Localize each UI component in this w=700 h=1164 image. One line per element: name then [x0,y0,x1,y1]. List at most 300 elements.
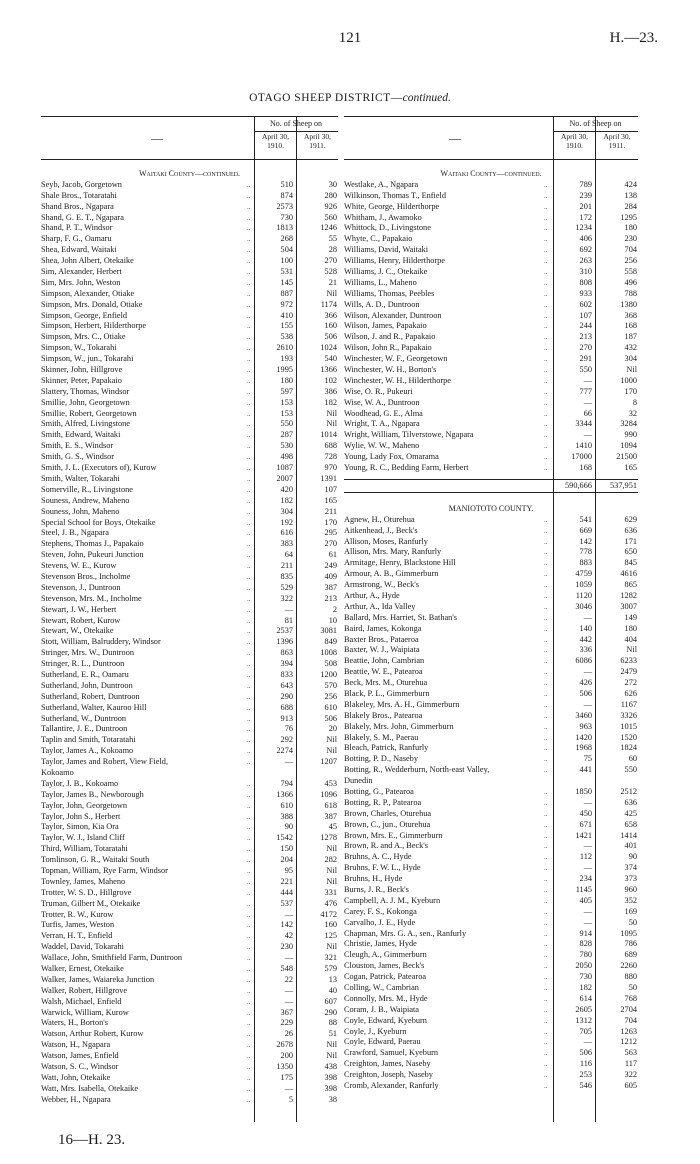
sheep-1911: 387 [324,582,337,592]
entry-name: Wills, A. D., Duntroon [344,299,420,309]
sheep-1910: 643 [280,680,293,690]
sheep-1910: 153 [280,397,293,407]
entry-name: Carvalho, J. E., Hyde [344,917,416,927]
sheep-1910: 730 [280,212,293,222]
entry-name: Wylie, W. W., Maheno [344,441,420,451]
entry-name: Cogan, Patrick, Patearoa [344,972,427,982]
sheep-1910: — [284,604,293,614]
entry-name: Winchester, W. H., Hilderthorpe [344,375,451,385]
entry-name: Armitage, Henry, Blackstone Hill [344,558,456,568]
sheep-1911: 21500 [616,452,637,462]
leader-dots: .. [544,537,548,546]
leader-dots: .. [544,570,548,579]
entry-name: Sim, Alexander, Herbert [41,267,122,277]
table-row [344,831,638,842]
sheep-1910: 426 [579,678,592,688]
table-row [344,430,638,441]
sheep-1911: 845 [624,558,637,568]
table-row [41,855,338,866]
leader-dots: .. [247,616,251,625]
leader-dots: .. [247,213,251,222]
leader-dots: .. [247,507,251,516]
entry-name: Sutherland, John, Duntroon [41,680,133,690]
sheep-1911: 180 [624,623,637,633]
entry-name: Taylor, James A., Kokoamo [41,746,134,756]
sheep-1910: 550 [579,365,592,375]
sheep-1910: 168 [579,463,592,473]
sheep-1910: 610 [280,800,293,810]
table-row [344,907,638,918]
sheep-1911: 990 [624,430,637,440]
sheep-1911: 1212 [620,1037,637,1047]
entry-name: Truman, Gilbert M., Otekaike [41,898,141,908]
entry-name: Sutherland, Walter, Kauroo Hill [41,702,147,712]
sheep-1910: 291 [579,354,592,364]
entry-name: Smith, J. L. (Executors of), Kurow [41,463,157,473]
table-row [344,300,638,311]
sheep-1910: 614 [579,993,592,1003]
sheep-1910: 863 [280,648,293,658]
table-row [344,994,638,1005]
sheep-1911: 1167 [620,699,637,709]
leader-dots: .. [247,670,251,679]
sheep-1911: 1263 [620,1026,637,1036]
leader-dots: .. [544,420,548,429]
entry-name: Williams, Henry, Hilderthorpe [344,256,445,266]
sheep-1910: 1234 [575,223,592,233]
sheep-1911: 432 [624,343,637,353]
entry-name: Simpson, Mrs. C., Otiake [41,332,126,342]
sheep-1911: 1414 [620,830,637,840]
table-row [41,376,338,387]
table-row [41,518,338,529]
table-row [344,961,638,972]
sheep-1911: 506 [324,713,337,723]
leader-dots: .. [544,886,548,894]
leader-dots: .. [247,202,251,211]
sheep-1911: 401 [624,841,637,851]
sheep-1911: Nil [326,942,337,952]
entry-name: Stevenson Bros., Incholme [41,571,131,581]
leader-dots: .. [247,834,251,843]
table-row [344,515,638,526]
sheep-1911: 90 [628,852,637,862]
sheep-1910: 26 [284,1029,293,1039]
sheep-1911: 880 [624,972,637,982]
sheep-1911: 1174 [320,299,337,309]
leader-dots: .. [544,613,548,622]
sheep-1911: 550 [624,765,637,775]
sheep-1911: 270 [324,539,337,549]
table-row [344,419,638,430]
header-col-1911: April 30, 1911. [603,132,631,150]
leader-dots: .. [247,376,251,385]
table-row [41,583,338,594]
sheep-1911: 50 [628,917,637,927]
entry-name: Botting, R., Wedderburn, North-east Valley, [344,765,490,775]
table-row [344,809,638,820]
leader-dots: .. [544,864,548,873]
entry-name: Coram, J. B., Waipiata [344,1004,419,1014]
leader-dots: .. [247,790,251,799]
leader-dots: .. [544,1049,548,1058]
entry-name: Baxter Bros., Pataeroa [344,634,419,644]
table-row [41,430,338,441]
entry-name: Smith, Walter, Tokarahi [41,473,120,483]
entry-name: Botting, P. D., Naseby [344,754,418,764]
sheep-1911: 636 [624,525,637,535]
entry-name: Agnew, H., Oturehua [344,514,415,524]
sheep-1911: 970 [324,463,337,473]
sheep-1910: 229 [280,1018,293,1028]
sheep-1911: 170 [624,386,637,396]
table-row [41,681,338,692]
table-row [344,234,638,245]
entry-name: Armour, A. B., Gimmerburn [344,569,439,579]
sheep-1910: 107 [579,310,592,320]
sheep-1911: 786 [624,939,637,949]
entry-name: Colling, W., Cambrian [344,983,419,993]
sheep-1911: 256 [324,691,337,701]
sheep-1910: 116 [579,1059,592,1069]
table-row [41,234,338,245]
table-row [41,790,338,801]
sheep-1911: 290 [324,1007,337,1017]
entry-name: Simpson, W., Tokarahi [41,343,117,353]
entry-name: Williams, L., Maheno [344,277,417,287]
sheep-1910: 1312 [575,1015,592,1025]
sheep-1910: 394 [280,659,293,669]
total-row [344,479,638,493]
entry-name: Skinner, Peter, Papakaio [41,375,122,385]
table-row [344,1081,638,1092]
entry-name: Skinner, John, Hillgrove [41,365,123,375]
table-row [41,942,338,953]
entry-name: Baxter, W. J., Waipiata [344,645,420,655]
table-row [344,376,638,387]
sheep-1911: 570 [324,680,337,690]
entry-name: Smith, E. S., Windsor [41,441,114,451]
leader-dots: .. [544,322,548,331]
table-row [41,822,338,833]
table-row [344,365,638,376]
entry-name: Whitham, J., Awamoko [344,212,422,222]
sheep-1910: 3046 [575,601,592,611]
table-row [41,332,338,343]
table-row [41,844,338,855]
sheep-1910: 441 [579,765,592,775]
entry-name: Stringer, R. L., Duntroon [41,659,125,669]
sheep-1911: 284 [624,201,637,211]
sheep-1910: 1420 [575,732,592,742]
table-row [41,1084,338,1095]
sheep-1910: 1542 [276,833,293,843]
entry-name: Cleugh, A., Gimmerburn [344,950,427,960]
sheep-1910: 794 [280,778,293,788]
entry-name: Smith, Alfred, Livingstone [41,419,130,429]
table-row [344,580,638,591]
table-row [41,866,338,877]
table-row [344,1005,638,1016]
leader-dots: .. [544,907,548,916]
entry-name: Taylor, Simon, Kia Ora [41,822,119,832]
leader-dots: .. [544,853,548,862]
sheep-1910: 963 [579,721,592,731]
sheep-1910: — [583,375,592,385]
sheep-1910: 5 [288,1094,293,1104]
table-row [344,1059,638,1070]
sheep-1911: 374 [624,863,637,873]
entry-name: Kokoamo [41,767,74,777]
table-row [344,267,638,278]
entry-name: Sharp, F. G., Oamaru [41,234,112,244]
leader-dots: .. [247,1095,251,1104]
table-row [344,398,638,409]
sheep-1910: 201 [579,201,592,211]
sheep-1911: 272 [624,678,637,688]
leader-dots: .. [247,333,251,342]
entry-name: Aitkenhead, J., Beck's [344,525,418,535]
sheep-1911: 1014 [320,430,337,440]
sheep-1910: 2537 [276,626,293,636]
table-row [344,1070,638,1081]
table-row [41,986,338,997]
entry-name: Warwick, William, Kurow [41,1007,129,1017]
leader-dots: .. [544,689,548,698]
sheep-1911: 658 [624,819,637,829]
sheep-1911: 626 [624,688,637,698]
sheep-1911: 352 [624,895,637,905]
table-row [344,983,638,994]
entry-name: Armstrong, W., Beck's [344,580,420,590]
entry-name: Wilson, James, Papakaio [344,321,427,331]
sheep-1911: 3326 [620,710,637,720]
entry-name: Blakely, S. M., Paerau [344,732,419,742]
leader-dots: .. [247,638,251,647]
sheep-1910: 550 [280,419,293,429]
leader-dots: .. [544,1038,548,1047]
sheep-1911: 171 [624,536,637,546]
leader-dots: .. [247,289,251,298]
entry-name: Winchester, W. H., Borton's [344,365,437,375]
sheep-1910: 234 [579,874,592,884]
leader-dots: .. [544,1060,548,1069]
table-row [41,616,338,627]
sheep-1911: 560 [324,212,337,222]
entry-name: Seyb, Jacob, Gorgetown [41,179,122,189]
entry-name: Brown, C., jun., Oturehua [344,819,431,829]
leader-dots: .. [544,278,548,287]
sheep-1910: 270 [579,343,592,353]
leader-dots: .. [544,973,548,982]
sheep-1911: 187 [624,332,637,342]
entry-name: Beattie, John, Cambrian [344,656,425,666]
leader-dots: .. [544,831,548,840]
sheep-1910: 76 [284,724,293,734]
leader-dots: .. [247,278,251,287]
entry-name: Wallace, John, Smithfield Farm, Duntroon [41,953,183,963]
entry-name: Blakely, Mrs. John, Gimmerburn [344,721,454,731]
entry-name: Coyle, J., Kyeburn [344,1026,407,1036]
leader-dots: .. [544,311,548,320]
sheep-1911: 508 [324,659,337,669]
table-row [344,441,638,452]
table-row [41,278,338,289]
sheep-1911: 1000 [620,375,637,385]
sheep-1911: 476 [324,898,337,908]
leader-dots: .. [247,583,251,592]
sheep-1911: 618 [324,800,337,810]
sheep-1910: — [284,985,293,995]
leader-dots: .. [544,624,548,633]
table-row [344,667,638,678]
sheep-1911: 404 [624,634,637,644]
entry-name: Wilkinson, Thomas T., Enfield [344,190,446,200]
sheep-1911: 1391 [320,473,337,483]
leader-dots: .. [247,747,251,756]
entry-name: Crawford, Samuel, Kyeburn [344,1048,439,1058]
leader-dots: .. [247,997,251,1006]
table-row [344,874,638,885]
entry-name: Watson, James, Enfield [41,1051,119,1061]
leader-dots: .. [247,910,251,919]
leader-dots: .. [247,409,251,418]
table-row [41,311,338,322]
leader-dots: .. [544,1016,548,1025]
entry-name: Waddel, David, Tokarahi [41,942,124,952]
leader-dots: .. [544,635,548,644]
leader-dots: .. [544,235,548,244]
entry-name: Watson, H., Ngapara [41,1040,111,1050]
entry-name: Trotter, W. S. D., Hillgrove [41,887,132,897]
sheep-1910: 66 [583,408,592,418]
section-heading-maniototo: MANIOTOTO COUNTY. [448,503,534,513]
leader-dots: .. [544,355,548,364]
table-row [41,1051,338,1062]
table-row [344,950,638,961]
sheep-1910: — [583,430,592,440]
entry-name: Stewart, Robert, Kurow [41,615,121,625]
sheep-1910: 671 [579,819,592,829]
leader-dots: .. [247,420,251,429]
sheep-1911: 304 [624,354,637,364]
entry-name: Walker, Robert, Hillgrove [41,985,128,995]
table-row [41,997,338,1008]
sheep-1910: — [284,909,293,919]
entry-name: Verran, H. T., Enfield [41,931,113,941]
entry-name: Carey, F. S., Kokonga [344,906,417,916]
table-row [41,910,338,921]
table-row [41,626,338,637]
entry-name: Stewart, J. W., Herbert [41,604,117,614]
sheep-1910: 1813 [276,223,293,233]
sheep-1911: 558 [624,267,637,277]
entry-name: Smillie, Robert, Georgetown [41,408,137,418]
leader-dots: .. [544,984,548,993]
sheep-1911: 20 [328,724,337,734]
entry-name: Taylor, W. J., Island Cliff [41,833,125,843]
sheep-1910: 2007 [276,473,293,483]
entry-name: Simpson, W., jun., Tokarahi [41,354,134,364]
sheep-1911: Nil [326,746,337,756]
leader-dots: .. [544,515,548,524]
leader-dots: .. [247,986,251,995]
sheep-1910: 150 [280,844,293,854]
sheep-1910: 1120 [575,590,592,600]
table-row [41,724,338,735]
sheep-1911: 182 [324,397,337,407]
sheep-1911: Nil [326,408,337,418]
entry-name: Taylor, John, Georgetown [41,800,128,810]
entry-name: Stevens, W. E., Kurow [41,561,117,571]
sheep-1910: 182 [579,983,592,993]
leader-dots: .. [544,711,548,720]
entry-name: Topman, William, Rye Farm, Windsor [41,866,168,875]
leader-dots: .. [544,722,548,731]
table-row [41,964,338,975]
table-row [344,885,638,896]
leader-dots: .. [247,442,251,451]
leader-dots: .. [544,646,548,655]
sheep-1911: 1282 [620,590,637,600]
sheep-1911: 1380 [620,299,637,309]
leader-dots: .. [247,758,251,767]
leader-dots: .. [544,668,548,677]
table-row [344,558,638,569]
sheep-1910: 504 [280,245,293,255]
table-row [344,387,638,398]
table-row [41,191,338,202]
entry-name: Wilson, John R., Papakaio [344,343,432,353]
sheep-1911: 688 [324,441,337,451]
sheep-1911: 704 [624,245,637,255]
section-heading: Waitaki County—continued. [440,169,542,178]
leader-dots: .. [247,975,251,984]
sheep-1911: 88 [328,1018,337,1028]
entry-name: Smith, Edward, Waitaki [41,430,121,440]
leader-dots: .. [544,787,548,796]
sheep-1910: 230 [280,942,293,952]
leader-dots: .. [247,453,251,462]
table-row [41,1029,338,1040]
leader-dots: .. [247,605,251,614]
total-1910: 590,666 [565,480,592,490]
sheep-1910: 4759 [575,569,592,579]
sheep-1911: Nil [326,844,337,854]
sheep-1911: 2512 [620,786,637,796]
table-row [41,670,338,681]
sheep-1910: 304 [280,506,293,516]
table-row [41,441,338,452]
entry-name: Beck, Mrs. M., Oturehua [344,678,428,688]
table-row [41,223,338,234]
table-row [41,485,338,496]
sheep-1910: 182 [280,495,293,505]
leader-dots: .. [247,257,251,266]
entry-name: Turfis, James, Weston [41,920,115,930]
entry-name: Allison, Moses, Ranfurly [344,536,428,546]
title-continued: continued. [402,92,451,104]
entry-name: Sutherland, Robert, Duntroon [41,691,140,701]
sheep-1910: 204 [280,855,293,865]
sheep-1911: 169 [624,906,637,916]
sheep-1911: 2704 [620,1004,637,1014]
leader-dots: .. [544,191,548,200]
sheep-1911: 138 [624,190,637,200]
table-row [41,920,338,931]
table-row [344,223,638,234]
sheep-1910: 244 [579,321,592,331]
